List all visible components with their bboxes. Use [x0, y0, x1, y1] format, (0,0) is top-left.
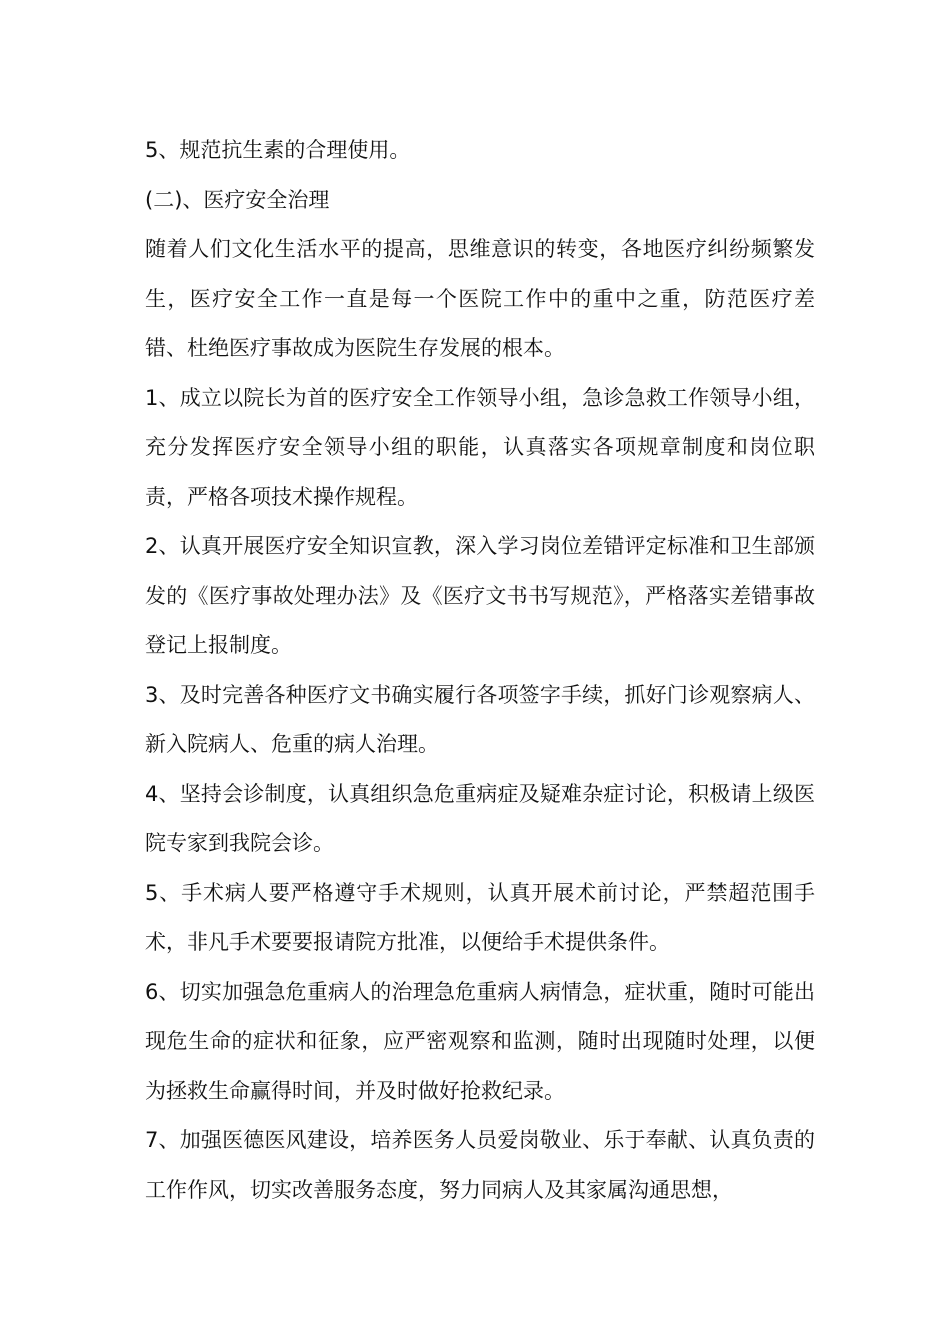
paragraph-item-3: 3、及时完善各种医疗文书确实履行各项签字手续，抓好门诊观察病人、新入院病人、危重的病人治理。: [145, 682, 815, 756]
paragraph-item-5: 5、手术病人要严格遵守手术规则，认真开展术前讨论，严禁超范围手术，非凡手术要要报请院方批准，以便给手术提供条件。: [145, 880, 815, 954]
paragraph-item-2: 2、认真开展医疗安全知识宣教，深入学习岗位差错评定标准和卫生部颁发的《医疗事故处理办法》及《医疗文书书写规范》，严格落实差错事故登记上报制度。: [145, 534, 815, 657]
paragraph-item-7: 7、加强医德医风建设，培养医务人员爱岗敬业、乐于奉献、认真负责的工作作风，切实改善服务态度，努力同病人及其家属沟通思想，: [145, 1128, 815, 1202]
paragraph-item-6: 6、切实加强急危重病人的治理急危重病人病情急，症状重，随时可能出现危生命的症状和征象，应严密观察和监测，随时出现随时处理，以便为拯救生命赢得时间，并及时做好抢救纪录。: [145, 979, 815, 1103]
paragraph-item-1: 1、成立以院长为首的医疗安全工作领导小组，急诊急救工作领导小组，充分发挥医疗安全领导小组的职能，认真落实各项规章制度和岗位职责，严格各项技术操作规程。: [145, 385, 815, 509]
paragraph-intro: 随着人们文化生活水平的提高，思维意识的转变，各地医疗纠纷频繁发生，医疗安全工作一直是每一个医院工作中的重中之重，防范医疗差错、杜绝医疗事故成为医院生存发展的根本。: [145, 237, 815, 360]
paragraph-item-4: 4、坚持会诊制度，认真组织急危重病症及疑难杂症讨论，积极请上级医院专家到我院会诊。: [145, 781, 815, 855]
section-heading-medical-safety: (二)、医疗安全治理: [145, 187, 330, 212]
document-body: [145, 126, 815, 1215]
paragraph-item-5-antibiotics: 5、规范抗生素的合理使用。: [145, 138, 411, 162]
